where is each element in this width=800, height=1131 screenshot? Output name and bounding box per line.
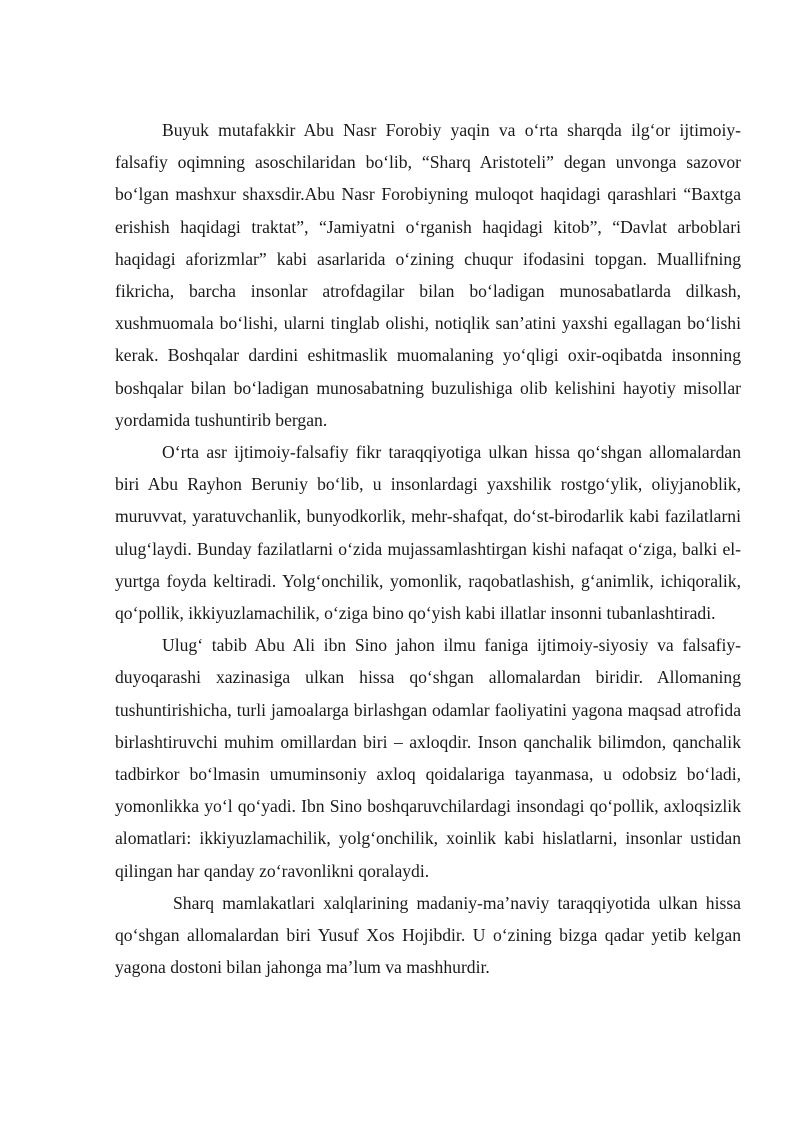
paragraph-beruniy: O‘rta asr ijtimoiy-falsafiy fikr taraqqiyotiga ulkan hissa qo‘shgan allomalardan biri Abu Rayhon Beruniy bo‘lib, u insonlardagi yaxshilik rostgo‘ylik, oliyjanoblik, muruvvat, yaratuvchanlik, bunyodkorlik, mehr-shafqat, do‘st-birodarlik kabi fazilatlarni ulug‘laydi. Bunday fazilatlarni o‘zida mujassamlashtirgan kishi nafaqat o‘ziga, balki el-yurtga foyda keltiradi. Yolg‘onchilik, yomonlik, raqobatlashish, g‘animlik, ichiqoralik, qo‘pollik, ikkiyuzlamachilik, o‘ziga bino qo‘yish kabi illatlar insonni tubanlashtiradi. (115, 442, 741, 624)
document-page (115, 114, 741, 983)
paragraph-forobiy: Buyuk mutafakkir Abu Nasr Forobiy yaqin va o‘rta sharqda ilg‘or ijtimoiy-falsafiy oqimning asoschilaridan bo‘lib, “Sharq Aristoteli” degan unvonga sazovor bo‘lgan mashxur shaxsdir.Abu Nasr Forobiyning muloqot haqidagi qarashlari “Baxtga erishish haqidagi traktat”, “Jamiyatni o‘rganish haqidagi kitob”, “Davlat arboblari haqidagi aforizmlar” kabi asarlarida o‘zining chuqur ifodasini topgan. Muallifning fikricha, barcha insonlar atrofdagilar bilan bo‘ladigan munosabatlarda dilkash, xushmuomala bo‘lishi, ularni tinglab olishi, notiqlik san’atini yaxshi egallagan bo‘lishi kerak. Boshqalar dardini eshitmaslik muomalaning yo‘qligi oxir-oqibatda insonning boshqalar bilan bo‘ladigan munosabatning buzulishiga olib kelishini hayotiy misollar yordamida tushuntirib bergan. (115, 120, 741, 430)
paragraph-ibn-sino: Ulug‘ tabib Abu Ali ibn Sino jahon ilmu faniga ijtimoiy-siyosiy va falsafiy-duyoqarashi xazinasiga ulkan hissa qo‘shgan allomalardan biridir. Allomaning tushuntirishicha, turli jamoalarga birlashgan odamlar faoliyatini yagona maqsad atrofida birlashtiruvchi muhim omillardan biri – axloqdir. Inson qanchalik bilimdon, qanchalik tadbirkor bo‘lmasin umuminsoniy axloq qoidalariga tayanmasa, u odobsiz bo‘ladi, yomonlikka yo‘l qo‘yadi. Ibn Sino boshqaruvchilardagi insondagi qo‘pollik, axloqsizlik alomatlari: ikkiyuzlamachilik, yolg‘onchilik, xoinlik kabi hislatlarni, insonlar ustidan qilingan har qanday zo‘ravonlikni qoralaydi. (115, 635, 741, 881)
paragraph-yusuf-xos-hojib: Sharq mamlakatlari xalqlarining madaniy-ma’naviy taraqqiyotida ulkan hissa qo‘shgan allomalardan biri Yusuf Xos Hojibdir. U o‘zining bizga qadar yetib kelgan yagona dostoni bilan jahonga ma’lum va mashhurdir. (115, 892, 741, 978)
